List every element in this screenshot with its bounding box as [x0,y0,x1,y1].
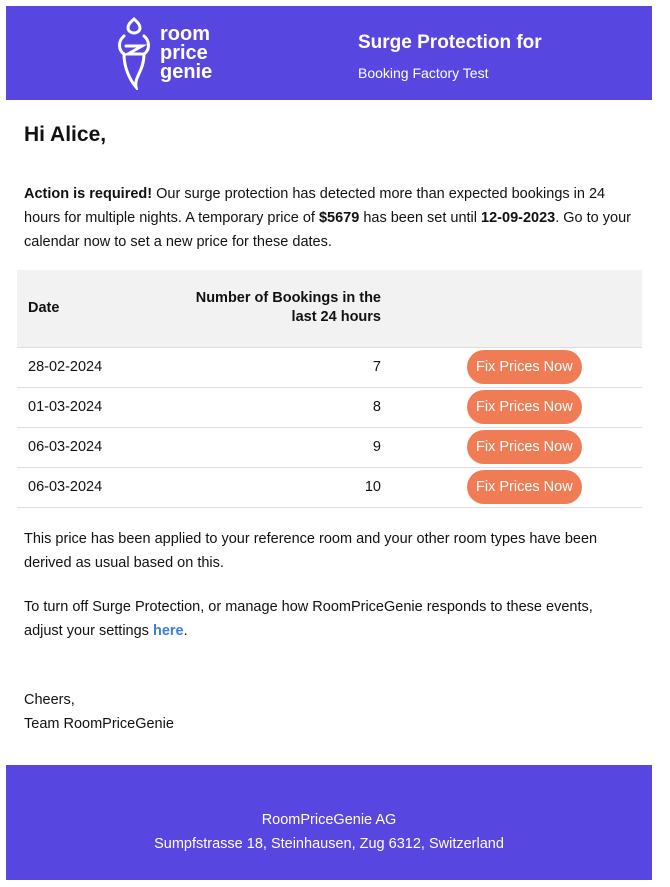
row-action [392,467,642,507]
row-action [392,387,642,427]
logo-text-price: price [160,41,208,64]
row-bookings: 9 [167,427,392,467]
row-action [392,347,642,387]
header-subtitle: Booking Factory Test [358,65,489,81]
row-action [392,427,642,467]
genie-icon [116,16,152,90]
settings-paragraph [24,595,634,643]
intro-text: Our surge protection has detected more than expected bookings in 24 hours for multiple nights. A temporary price of [24,186,606,226]
fix-prices-button[interactable]: Fix Prices Now [467,390,582,424]
footer-company: RoomPriceGenie AG [261,812,397,828]
email-header [6,6,652,100]
row-date: 28-02-2024 [17,347,167,387]
email-footer [6,765,652,880]
until-date: 12-09-2023 [481,210,556,226]
fix-prices-button[interactable]: Fix Prices Now [467,430,582,464]
surge-table [17,270,642,508]
note-paragraph: This price has been applied to your reference room and your other room types have been derived as usual based on this. [24,531,598,571]
row-bookings: 10 [167,467,392,507]
header-action [392,270,642,347]
row-bookings: 7 [167,347,392,387]
header-bookings: Number of Bookings in the last 24 hours [167,270,392,347]
action-required: Action is required! [24,186,153,202]
signoff [24,688,634,736]
row-date: 01-03-2024 [17,387,167,427]
table-row [17,347,642,387]
table-row [17,467,642,507]
header-date: Date [17,270,167,347]
fix-prices-button[interactable]: Fix Prices Now [467,470,582,504]
row-date: 06-03-2024 [17,427,167,467]
intro-paragraph [24,182,634,254]
fix-prices-button[interactable]: Fix Prices Now [467,350,582,384]
row-bookings: 8 [167,387,392,427]
table-row [17,427,642,467]
table-row [17,387,642,427]
settings-link[interactable]: here [152,623,184,639]
greeting: Hi Alice, [24,123,107,146]
logo-text-room: room [160,22,210,45]
header-title: Surge Protection for [358,32,542,53]
signoff-team: Team RoomPriceGenie [24,716,174,732]
signoff-line: Cheers, [24,692,75,708]
row-date: 06-03-2024 [17,467,167,507]
logo-text-genie: genie [160,60,213,83]
settings-text: To turn off Surge Protection, or manage how RoomPriceGenie responds to these events, adjust your settings [24,599,593,639]
settings-end: . [183,623,188,639]
temporary-price: $5679 [318,210,360,226]
intro-text: has been set until [359,210,482,226]
footer-address: Sumpfstrasse 18, Steinhausen, Zug 6312, Switzerland [154,836,504,852]
intro-text: . Go to your calendar now to set a new price for these dates. [24,210,631,250]
logo [116,16,212,90]
